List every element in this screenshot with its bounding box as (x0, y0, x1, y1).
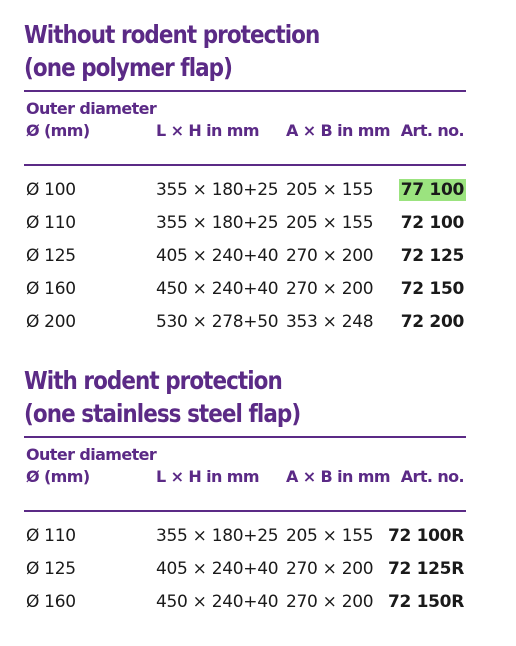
cell-diameter: Ø 160 (26, 279, 76, 299)
cell-axb: 270 × 200 (286, 592, 374, 612)
cell-lxh: 450 × 240+40 (156, 279, 279, 299)
header-diameter (26, 444, 156, 488)
header-art-no: Art. no. (400, 121, 464, 140)
cell-art-no: 72 125R (387, 559, 464, 579)
cell-art-no: 72 125 (400, 246, 464, 266)
divider-top (24, 436, 466, 438)
cell-axb: 205 × 155 (286, 180, 374, 200)
cell-diameter: Ø 125 (26, 559, 76, 579)
table-row (24, 520, 466, 553)
header-lxh: L × H in mm (156, 467, 259, 486)
cell-diameter: Ø 110 (26, 213, 76, 233)
cell-art-no: 72 200 (400, 312, 464, 332)
cell-diameter: Ø 200 (26, 312, 76, 332)
header-axb: A × B in mm (286, 467, 390, 486)
section-title (24, 18, 404, 84)
table-header (24, 444, 466, 502)
header-diameter-line1: Outer diameter (26, 445, 157, 464)
table-row (24, 207, 466, 240)
cell-lxh: 530 × 278+50 (156, 312, 279, 332)
section-title-line1: Without rodent protection (24, 20, 320, 49)
cell-art-no: 72 100R (387, 526, 464, 546)
section-title (24, 364, 404, 430)
cell-axb: 270 × 200 (286, 246, 374, 266)
cell-lxh: 355 × 180+25 (156, 180, 279, 200)
cell-axb: 270 × 200 (286, 279, 374, 299)
section-without-rodent-protection (24, 18, 466, 339)
section-title-line2: (one stainless steel flap) (24, 399, 301, 428)
table-body (24, 520, 466, 619)
cell-art-no: 72 100 (400, 213, 464, 233)
cell-lxh: 355 × 180+25 (156, 526, 279, 546)
table-header (24, 98, 466, 156)
divider-header (24, 164, 466, 166)
header-diameter-line2: Ø (mm) (26, 121, 90, 140)
cell-diameter: Ø 110 (26, 526, 76, 546)
section-title-line2: (one polymer flap) (24, 53, 233, 82)
cell-lxh: 405 × 240+40 (156, 559, 279, 579)
header-diameter-line1: Outer diameter (26, 99, 157, 118)
cell-lxh: 405 × 240+40 (156, 246, 279, 266)
section-with-rodent-protection (24, 364, 466, 619)
header-diameter-line2: Ø (mm) (26, 467, 90, 486)
header-diameter (26, 98, 156, 142)
cell-axb: 270 × 200 (286, 559, 374, 579)
table-row (24, 553, 466, 586)
table-row (24, 586, 466, 619)
cell-axb: 205 × 155 (286, 526, 374, 546)
divider-header (24, 510, 466, 512)
section-title-line1: With rodent protection (24, 366, 282, 395)
cell-diameter: Ø 100 (26, 180, 76, 200)
header-art-no: Art. no. (400, 467, 464, 486)
table-row (24, 306, 466, 339)
table-body (24, 174, 466, 339)
cell-lxh: 355 × 180+25 (156, 213, 279, 233)
cell-lxh: 450 × 240+40 (156, 592, 279, 612)
cell-art-no: 72 150 (400, 279, 464, 299)
cell-art-no: 72 150R (387, 592, 464, 612)
cell-diameter: Ø 125 (26, 246, 76, 266)
header-axb: A × B in mm (286, 121, 390, 140)
cell-art-no-highlighted: 77 100 (400, 180, 464, 200)
divider-top (24, 90, 466, 92)
cell-axb: 353 × 248 (286, 312, 374, 332)
table-row (24, 240, 466, 273)
table-row (24, 273, 466, 306)
table-row (24, 174, 466, 207)
cell-diameter: Ø 160 (26, 592, 76, 612)
cell-axb: 205 × 155 (286, 213, 374, 233)
header-lxh: L × H in mm (156, 121, 259, 140)
